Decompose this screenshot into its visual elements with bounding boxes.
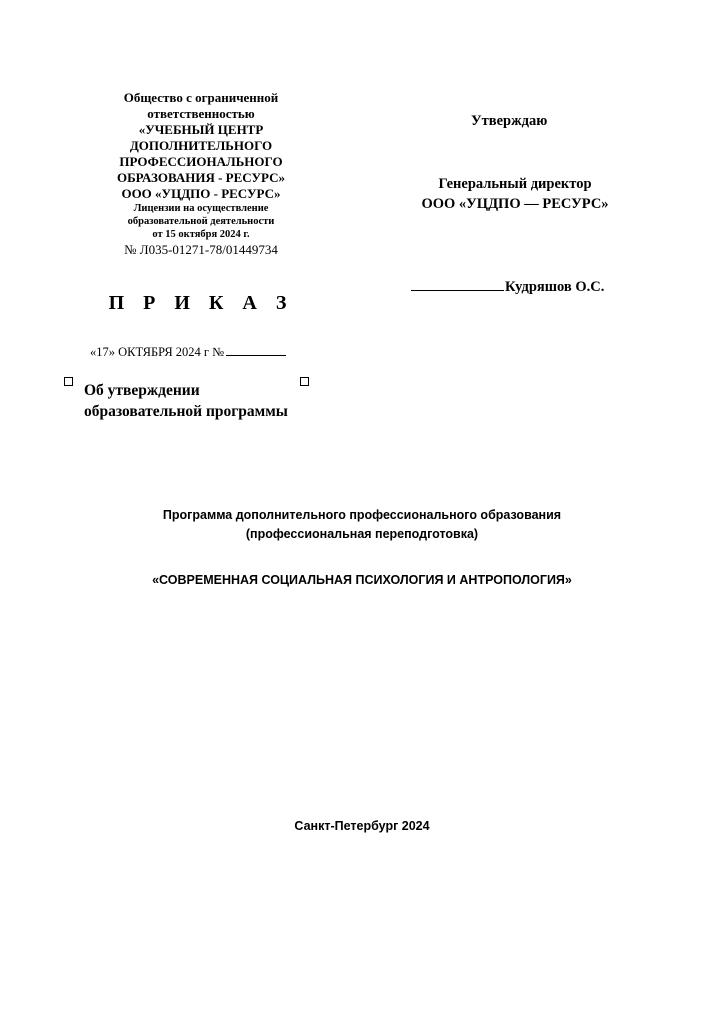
org-name-line: ОБРАЗОВАНИЯ - РЕСУРС» <box>116 170 286 185</box>
city-year: Санкт-Петербург 2024 <box>294 819 430 833</box>
checkbox-left[interactable] <box>64 377 73 386</box>
org-short-name: ООО «УЦДПО - РЕСУРС» <box>121 186 281 201</box>
registration-number: № Л035-01271-78/01449734 <box>124 242 278 257</box>
order-subject <box>84 380 324 422</box>
program-description <box>0 506 724 544</box>
license-line: Лицензии на осуществление <box>133 203 269 214</box>
director-position <box>400 174 630 214</box>
director-organization: ООО «УЦДПО — РЕСУРС» <box>421 196 609 212</box>
signatory-name: Кудряшов О.С. <box>505 279 605 295</box>
program-title: «СОВРЕМЕННАЯ СОЦИАЛЬНАЯ ПСИХОЛОГИЯ И АНТРОПОЛОГИЯ» <box>152 573 572 587</box>
order-subject-line: Об утверждении <box>84 382 200 399</box>
order-title: П Р И К А З <box>108 292 294 314</box>
org-name-line: ДОПОЛНИТЕЛЬНОГО <box>129 138 273 153</box>
org-name-line: Общество с ограниченной <box>123 90 279 105</box>
license-line: образовательной деятельности <box>127 216 275 227</box>
order-number-blank <box>226 344 286 356</box>
license-line: от 15 октября 2024 г. <box>152 229 250 240</box>
order-date-line <box>90 344 286 360</box>
director-title: Генеральный директор <box>438 176 592 192</box>
signature-blank <box>411 276 504 291</box>
program-description-line: (профессиональная переподготовка) <box>245 527 479 541</box>
signature-line <box>411 276 604 296</box>
org-name-line: ПРОФЕССИОНАЛЬНОГО <box>119 154 283 169</box>
approval-label: Утверждаю <box>471 113 548 129</box>
organization-header <box>96 90 306 258</box>
order-date: «17» ОКТЯБРЯ 2024 г № <box>90 345 225 359</box>
program-description-line: Программа дополнительного профессионального образования <box>162 508 562 522</box>
org-name-line: «УЧЕБНЫЙ ЦЕНТР <box>138 122 264 137</box>
org-name-line: ответственностью <box>147 106 255 121</box>
order-subject-line: образовательной программы <box>84 403 288 420</box>
